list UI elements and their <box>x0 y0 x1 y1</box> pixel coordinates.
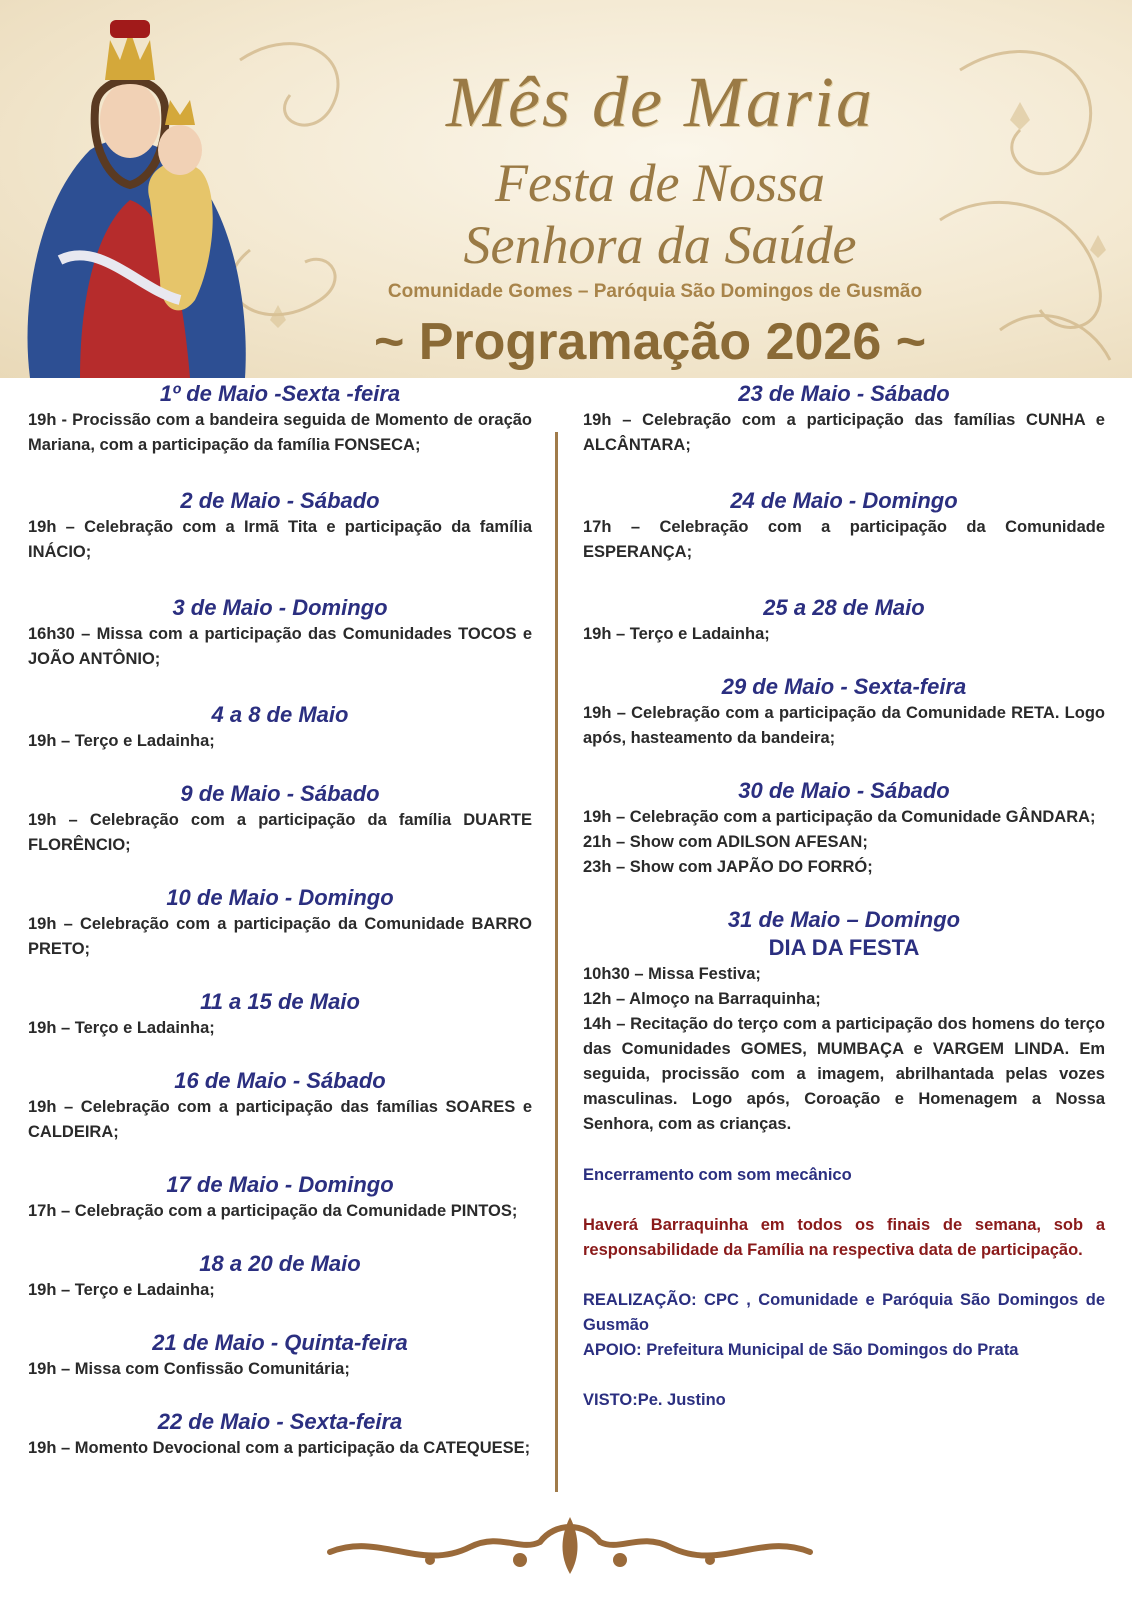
event-text: 10h30 – Missa Festiva; <box>583 965 761 983</box>
event-item <box>28 1067 532 1145</box>
event-text: 19h – Celebração com a participação da Comunidade GÂNDARA; <box>583 808 1096 826</box>
event-item <box>28 1171 532 1224</box>
event-text: 16h30 – Missa com a participação das Comunidades TOCOS e JOÃO ANTÔNIO; <box>28 625 532 668</box>
event-date: 22 de Maio - Sexta-feira <box>157 1409 403 1434</box>
final-day <box>583 906 1105 1137</box>
event-text: 19h – Celebração com a Irmã Tita e participação da família INÁCIO; <box>28 518 532 561</box>
realizacao: REALIZAÇÃO: CPC , Comunidade e Paróquia São Domingos de Gusmão <box>583 1291 1105 1334</box>
event-item <box>28 487 532 565</box>
title-line2: Festa de Nossa <box>495 153 825 213</box>
event-date: 2 de Maio - Sábado <box>180 488 380 513</box>
event-text: 17h – Celebração com a participação da Comunidade PINTOS; <box>28 1202 518 1220</box>
event-text: 19h – Celebração com a participação da família DUARTE FLORÊNCIO; <box>28 811 532 854</box>
event-date: 3 de Maio - Domingo <box>172 595 388 620</box>
event-item <box>28 780 532 858</box>
barraquinha-note: Haverá Barraquinha em todos os finais de semana, sob a responsabilidade da Família na respectiva data de participação. <box>583 1216 1105 1259</box>
event-text: 19h – Celebração com a participação das famílias CUNHA e ALCÂNTARA; <box>583 411 1105 454</box>
event-text: 12h – Almoço na Barraquinha; <box>583 990 821 1008</box>
title-line1: Mês de Maria <box>446 62 874 142</box>
header-banner <box>0 0 1132 378</box>
event-item <box>28 594 532 672</box>
event-item <box>28 1329 532 1382</box>
event-date: 16 de Maio - Sábado <box>174 1068 386 1093</box>
event-text: 19h – Celebração com a participação da Comunidade RETA. Logo após, hasteamento da bandeira; <box>583 704 1105 747</box>
event-date: 30 de Maio - Sábado <box>738 778 950 803</box>
event-text: 14h – Recitação do terço com a participação dos homens do terço das Comunidades GOMES, MUMBAÇA e VARGEM LINDA. Em seguida, procissão com a imagem, abrilhantada pelas vozes masculinas. Logo após, Coroação e Homenagem a Nossa Senhora, com as crianças. <box>583 1015 1105 1133</box>
event-item <box>28 988 532 1041</box>
event-text: 19h – Terço e Ladainha; <box>28 732 215 750</box>
event-date: 4 a 8 de Maio <box>211 702 349 727</box>
final-day-date: 31 de Maio – Domingo <box>727 907 961 932</box>
event-text: 21h – Show com ADILSON AFESAN; <box>583 833 868 851</box>
subtitle: Comunidade Gomes – Paróquia São Domingos de Gusmão <box>387 281 923 302</box>
title-line3: Senhora da Saúde <box>463 215 857 275</box>
program-title: ~ Programação 2026 ~ <box>373 313 927 371</box>
ornament-divider <box>320 1512 820 1582</box>
event-date: 23 de Maio - Sábado <box>738 381 950 406</box>
event-item <box>583 673 1105 751</box>
closing-note: Encerramento com som mecânico <box>583 1166 852 1184</box>
left-column <box>28 380 532 1461</box>
event-item <box>28 884 532 962</box>
madonna-image <box>0 0 300 378</box>
event-text: 19h – Terço e Ladainha; <box>28 1019 215 1037</box>
event-date: 1º de Maio -Sexta -feira <box>159 381 401 406</box>
event-text: 19h – Celebração com a participação da Comunidade BARRO PRETO; <box>28 915 532 958</box>
event-date: 18 a 20 de Maio <box>199 1251 361 1276</box>
visto: VISTO:Pe. Justino <box>583 1391 726 1409</box>
column-divider <box>555 432 558 1492</box>
event-date: 9 de Maio - Sábado <box>180 781 380 806</box>
event-item <box>583 594 1105 647</box>
event-text: 17h – Celebração com a participação da Comunidade ESPERANÇA; <box>583 518 1105 561</box>
event-text: 19h – Terço e Ladainha; <box>583 625 770 643</box>
event-item <box>28 701 532 754</box>
event-date: 10 de Maio - Domingo <box>166 885 394 910</box>
event-item <box>583 487 1105 565</box>
final-day-label: DIA DA FESTA <box>768 935 920 960</box>
event-text: 23h – Show com JAPÃO DO FORRÓ; <box>583 858 873 876</box>
event-text: 19h – Celebração com a participação das famílias SOARES e CALDEIRA; <box>28 1098 532 1141</box>
right-column <box>583 380 1105 1413</box>
event-item <box>583 777 1105 880</box>
event-date: 25 a 28 de Maio <box>763 595 925 620</box>
event-date: 29 de Maio - Sexta-feira <box>721 674 967 699</box>
event-date: 11 a 15 de Maio <box>200 989 360 1014</box>
event-item <box>28 1250 532 1303</box>
event-item <box>28 1408 532 1461</box>
event-date: 24 de Maio - Domingo <box>730 488 958 513</box>
event-text: 19h – Terço e Ladainha; <box>28 1281 215 1299</box>
event-date: 17 de Maio - Domingo <box>166 1172 394 1197</box>
event-text: 19h - Procissão com a bandeira seguida de Momento de oração Mariana, com a participação da família FONSECA; <box>28 411 532 454</box>
event-item <box>28 380 532 458</box>
event-item <box>583 380 1105 458</box>
event-date: 21 de Maio - Quinta-feira <box>152 1330 408 1355</box>
event-text: 19h – Momento Devocional com a participação da CATEQUESE; <box>28 1439 531 1457</box>
event-text: 19h – Missa com Confissão Comunitária; <box>28 1360 350 1378</box>
apoio: APOIO: Prefeitura Municipal de São Domingos do Prata <box>583 1341 1019 1359</box>
